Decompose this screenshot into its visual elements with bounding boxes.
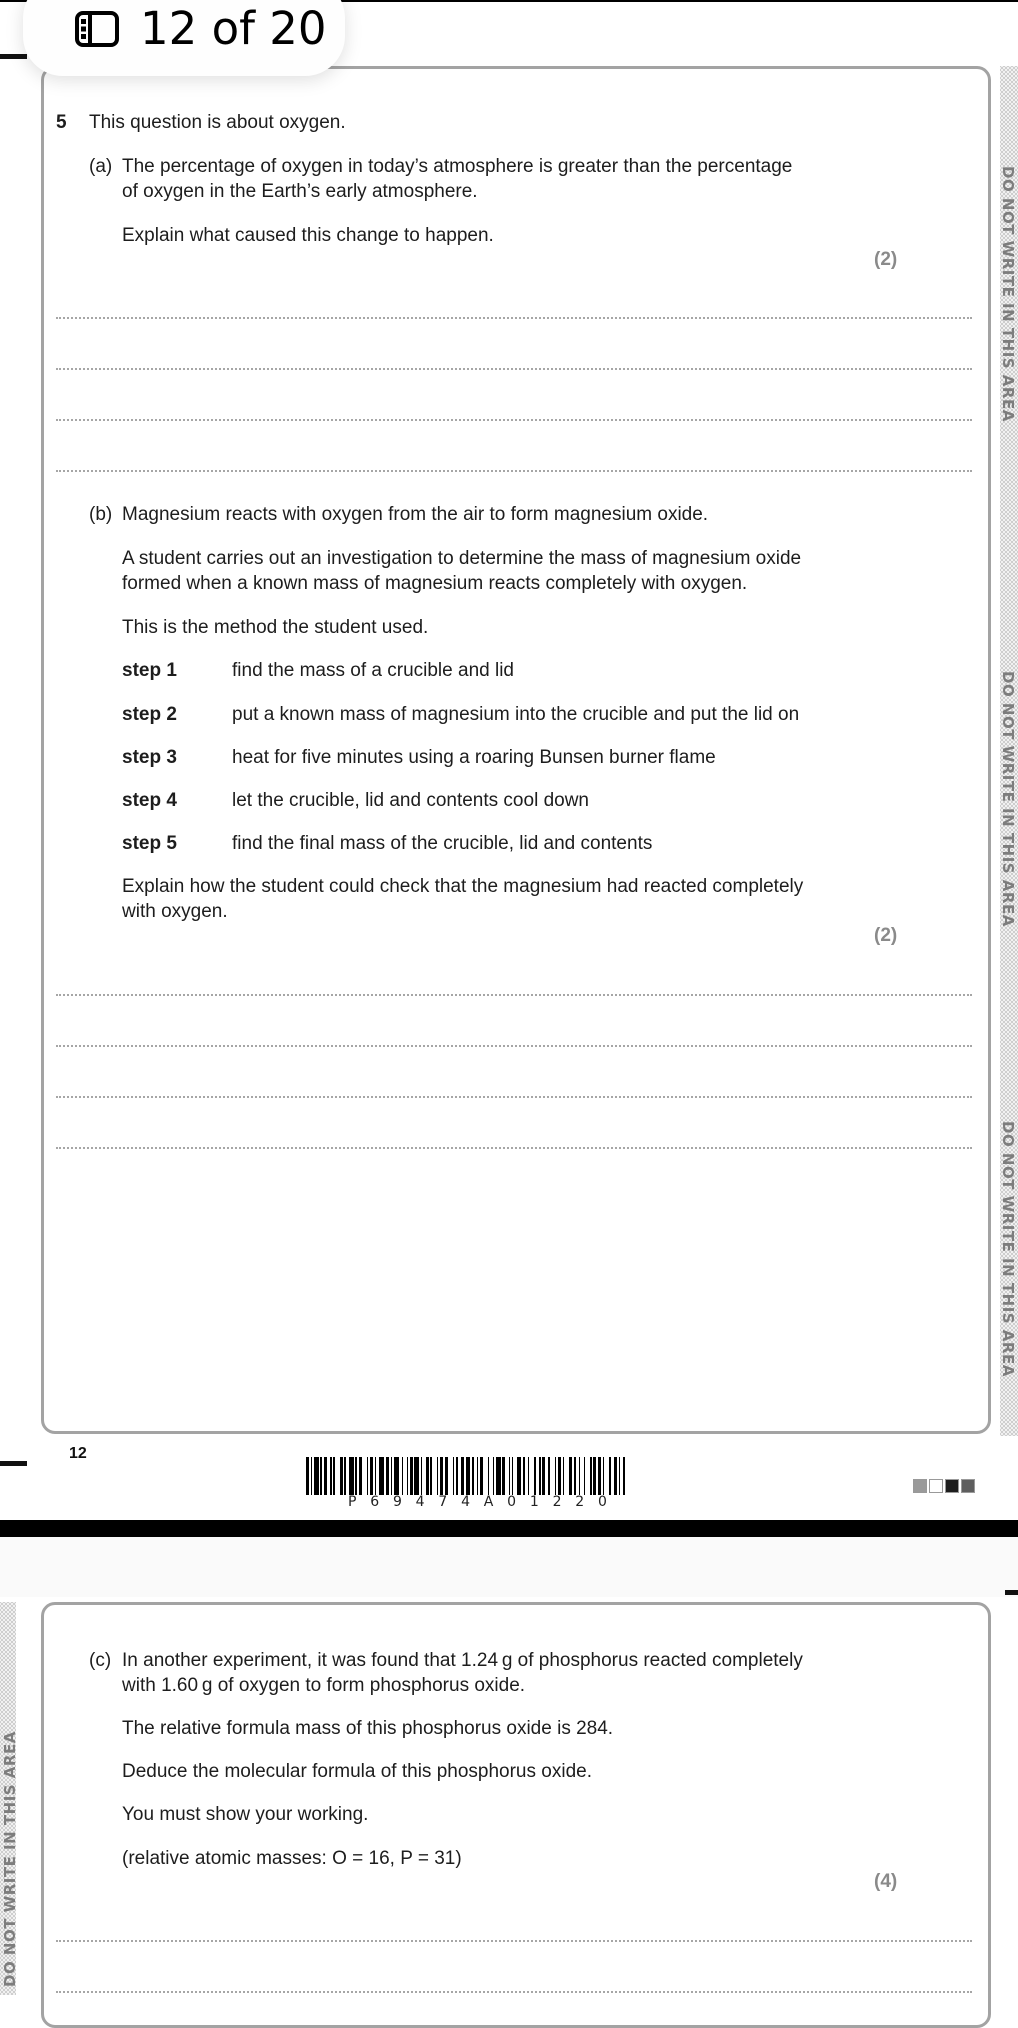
part-a-text: of oxygen in the Earth’s early atmosphere. [122,181,478,202]
part-c-text: In another experiment, it was found that 1.24 g of phosphorus reacted completely [122,1650,803,1671]
do-not-write-margin-right [1000,66,1018,1436]
do-not-write-margin-left [0,1602,19,1995]
answer-line[interactable] [56,368,972,370]
registration-mark-left [0,54,27,59]
do-not-write-label: DO NOT WRITE IN THIS AREA [1,1731,19,1987]
swatch [929,1479,943,1493]
part-c-instruction: Deduce the molecular formula of this phosphorus oxide. [122,1761,592,1782]
sidebar-thumbnails-icon[interactable] [75,11,119,47]
step-label: step 1 [122,660,177,681]
registration-mark-right [1005,1590,1018,1595]
swatch [945,1479,959,1493]
part-b-method-intro: This is the method the student used. [122,617,429,638]
page-counter-text: 12 of 20 [140,2,327,55]
answer-line[interactable] [56,1147,972,1149]
step-text: put a known mass of magnesium into the crucible and put the lid on [232,704,800,725]
answer-line[interactable] [56,470,972,472]
step-label: step 3 [122,747,177,768]
part-b-context: A student carries out an investigation to determine the mass of magnesium oxide [122,548,802,569]
registration-mark-left [0,1461,27,1466]
barcode-label: P69474A01220 [348,1494,621,1510]
answer-line[interactable] [56,1045,972,1047]
part-a-text: The percentage of oxygen in today’s atmosphere is greater than the percentage [122,156,793,177]
answer-line[interactable] [56,1940,972,1942]
question-number: 5 [56,112,67,133]
part-b-instruction: with oxygen. [122,901,228,922]
do-not-write-label: DO NOT WRITE IN THIS AREA [999,1121,1017,1377]
part-a-instruction: Explain what caused this change to happen. [122,225,494,246]
swatch [961,1479,975,1493]
step-text: heat for five minutes using a roaring Bunsen burner flame [232,747,716,768]
answer-line[interactable] [56,994,972,996]
step-text: find the final mass of the crucible, lid and contents [232,833,653,854]
do-not-write-label: DO NOT WRITE IN THIS AREA [999,166,1017,422]
answer-line[interactable] [56,317,972,319]
color-calibration-swatches [913,1479,975,1493]
answer-line[interactable] [56,1096,972,1098]
part-c-data-note: (relative atomic masses: O = 16, P = 31) [122,1848,462,1869]
part-c-label: (c) [89,1650,112,1671]
page-counter-pill[interactable] [23,0,345,76]
part-a-label: (a) [89,156,113,177]
part-c-text: with 1.60 g of oxygen to form phosphorus oxide. [122,1675,526,1696]
part-c-working-note: You must show your working. [122,1804,369,1825]
step-label: step 5 [122,833,177,854]
do-not-write-label: DO NOT WRITE IN THIS AREA [999,671,1017,927]
part-c-marks: (4) [874,1871,898,1892]
part-b-label: (b) [89,504,113,525]
swatch [913,1479,927,1493]
part-b-intro: Magnesium reacts with oxygen from the air to form magnesium oxide. [122,504,709,525]
part-b-marks: (2) [874,925,898,946]
answer-line[interactable] [56,419,972,421]
step-text: let the crucible, lid and contents cool down [232,790,589,811]
part-b-context: formed when a known mass of magnesium reacts completely with oxygen. [122,573,748,594]
part-b-instruction: Explain how the student could check that the magnesium had reacted completely [122,876,804,897]
answer-line[interactable] [56,1991,972,1993]
barcode-space [625,1457,630,1495]
page-gap [0,1537,1018,1597]
step-text: find the mass of a crucible and lid [232,660,514,681]
page-separator [0,1520,1018,1537]
step-label: step 2 [122,704,177,725]
step-label: step 4 [122,790,177,811]
part-a-marks: (2) [874,249,898,270]
part-c-statement: The relative formula mass of this phosphorus oxide is 284. [122,1718,614,1739]
barcode [306,1457,726,1495]
question-stem: This question is about oxygen. [89,112,346,133]
page-number: 12 [69,1445,87,1462]
